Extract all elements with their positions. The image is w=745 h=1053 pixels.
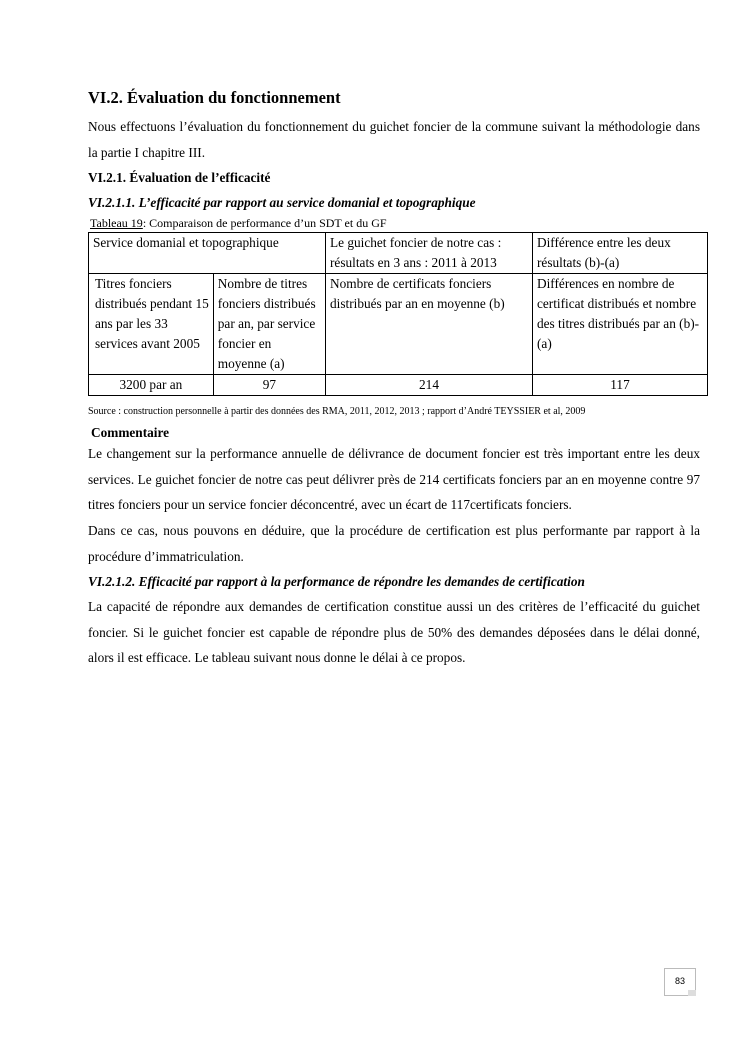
value-cell-d: 117 [533,375,708,396]
comparison-table [88,232,708,396]
header-cell-sdt: Service domanial et topographique [89,233,326,274]
table-caption-label: Tableau 19 [90,216,143,231]
subsection-title-service-domanial: VI.2.1.1. L’efficacité par rapport au service domanial et topographique [88,195,476,211]
table-subheader-row [89,274,708,375]
subheader-cell-b: Nombre de titres fonciers distribués par an, par service foncier en moyenne (a) [213,274,325,375]
value-cell-c: 214 [326,375,533,396]
comment-heading: Commentaire [91,425,170,441]
table-caption-text: : Comparaison de performance d’un SDT et du GF [142,216,387,231]
page-number: 83 [664,968,696,996]
table-caption [90,215,700,231]
table-header-row [89,233,708,274]
section-title: VI.2. Évaluation du fonctionnement [88,88,341,107]
value-cell-a: 3200 par an [89,375,214,396]
intro-paragraph: Nous effectuons l’évaluation du fonctionnement du guichet foncier de la commune suivant la méthodologie dans la partie I chapitre III. [88,119,700,160]
comment-paragraph-1: Le changement sur la performance annuelle de délivrance de document foncier est très important entre les deux services. Le guichet foncier de notre cas peut délivrer près de 214 certificats fonciers par an en moyenne contre 97 titres fonciers pour un service foncier déconcentré, avec un écart de 117certificats fonciers. [88,446,700,513]
document-page [88,88,700,671]
header-cell-gf: Le guichet foncier de notre cas : résultats en 3 ans : 2011 à 2013 [326,233,533,274]
comment-paragraph-2: Dans ce cas, nous pouvons en déduire, que la procédure de certification est plus performante par rapport à la procédure d’immatriculation. [88,522,700,564]
subheader-cell-d: Différences en nombre de certificat distribués et nombre des titres distribués par an (b)-(a) [533,274,708,375]
subsection-title-efficacite: VI.2.1. Évaluation de l’efficacité [88,170,271,186]
subheader-cell-a: Titres fonciers distribués pendant 15 ans par les 33 services avant 2005 [89,274,214,375]
subsection-title-demandes: VI.2.1.2. Efficacité par rapport à la performance de répondre les demandes de certification [88,574,585,590]
subheader-cell-c: Nombre de certificats fonciers distribués par an en moyenne (b) [326,274,533,375]
table-row [89,375,708,396]
value-cell-b: 97 [213,375,325,396]
demandes-paragraph: La capacité de répondre aux demandes de certification constitue aussi un des critères de l’efficacité du guichet foncier. Si le guichet foncier est capable de répondre plus de 50% des demandes déposées dans le délai donné, alors il est efficace. Le tableau suivant nous donne le délai à ce propos. [88,599,700,666]
table-source: Source : construction personnelle à partir des données des RMA, 2011, 2012, 2013 ; rapport d’André TEYSSIER et al, 2009 [88,406,586,418]
header-cell-difference: Différence entre les deux résultats (b)-(a) [533,233,708,274]
